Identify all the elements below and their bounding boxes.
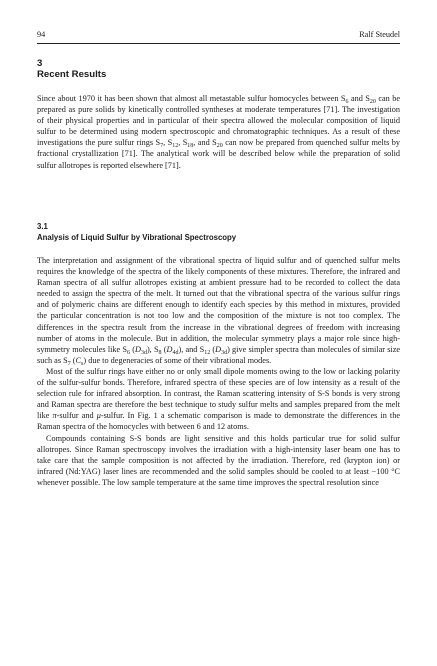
paragraph: Compounds containing S-S bonds are light sensitive and this holds particular true for solid sulfur allotropes. Since Raman spectroscopy involves the irradiation with a high-intensity laser beam one has to take care that the sample composition is not affected by the irradiation. Therefore, red (krypton ion) or infrared (Nd:YAG) laser lines are recommended and the solid samples should be cooled to at least −100 °C whenever possible. The low sample temperature at the same time improves the spectral resolution since <box>37 433 400 487</box>
section-body <box>37 93 400 171</box>
page-number: 94 <box>37 30 46 39</box>
subsection-title: Analysis of Liquid Sulfur by Vibrational Spectroscopy <box>37 233 237 242</box>
paragraph: Most of the sulfur rings have either no or only small dipole moments owing to the low or lacking polarity of the sulfur-sulfur bonds. Therefore, infrared spectra of these species are of low intensity as a result of the selection rule for infrared absorption. In contrast, the Raman scattering intensity of S-S bonds is very strong and Raman spectra are therefore the best technique to study sulfur melts and samples prepared from the melt like π-sulfur and μ-sulfur. In Fig. 1 a schematic comparison is made to demonstrate the differences in the Raman spectra of the homocycles with between 6 and 12 atoms. <box>37 366 400 432</box>
section-title: Recent Results <box>37 69 107 80</box>
running-head <box>37 30 400 44</box>
subsection-number: 3.1 <box>37 222 48 231</box>
running-author: Ralf Steudel <box>359 30 400 39</box>
paragraph: The interpretation and assignment of the vibrational spectra of liquid sulfur and of quenched sulfur melts requires the knowledge of the spectra of the likely components of these mixtures. Therefore, the infrared and Raman spectra of all sulfur allotropes existing at ambient pressure had to be recorded to collect the data needed to assign the spectra of the melt. It turned out that the vibrational spectra of the various sulfur rings and of polymeric chains are different enough to identify each species by this method in mixtures, provided the particular concentration is not too low and the composition of the mixture is not too complex. The differences in the spectra result from the increase in the vibrational degrees of freedom with increasing number of atoms in the molecule. But in addition, the molecular symmetry plays a major role since high-symmetry molecules like $S_6$ $(D_{3d})$, $S_8$ $(D_{4d})$, and $S_{12}$ $(D_{3d})$ give simpler spectra than molecules of similar size such as $S_7$ $(C_s)$ due to degeneracies of some of their vibrational modes. <box>37 256 401 367</box>
subsection-body <box>37 255 400 488</box>
section-number: 3 <box>37 58 43 69</box>
paragraph: Since about 1970 it has been shown that almost all metastable sulfur homocycles between $S_6$ and $S_{20}$ can be prepared as pure solids by kinetically controlled syntheses at moderate temperatures [71]. The investigation of their physical properties and in particular of their spectra allowed the molecular composition of liquid sulfur to be determined using modern spectroscopic and chromatographic techniques. As a result of these investigations the pure sulfur rings $S_7$, $S_{12}$, $S_{18}$, and $S_{20}$ can now be prepared from quenched sulfur melts by fractional crystallization [71]. The analytical work will be described below while the preparation of solid sulfur allotropes is reported elsewhere [71]. <box>37 94 401 170</box>
